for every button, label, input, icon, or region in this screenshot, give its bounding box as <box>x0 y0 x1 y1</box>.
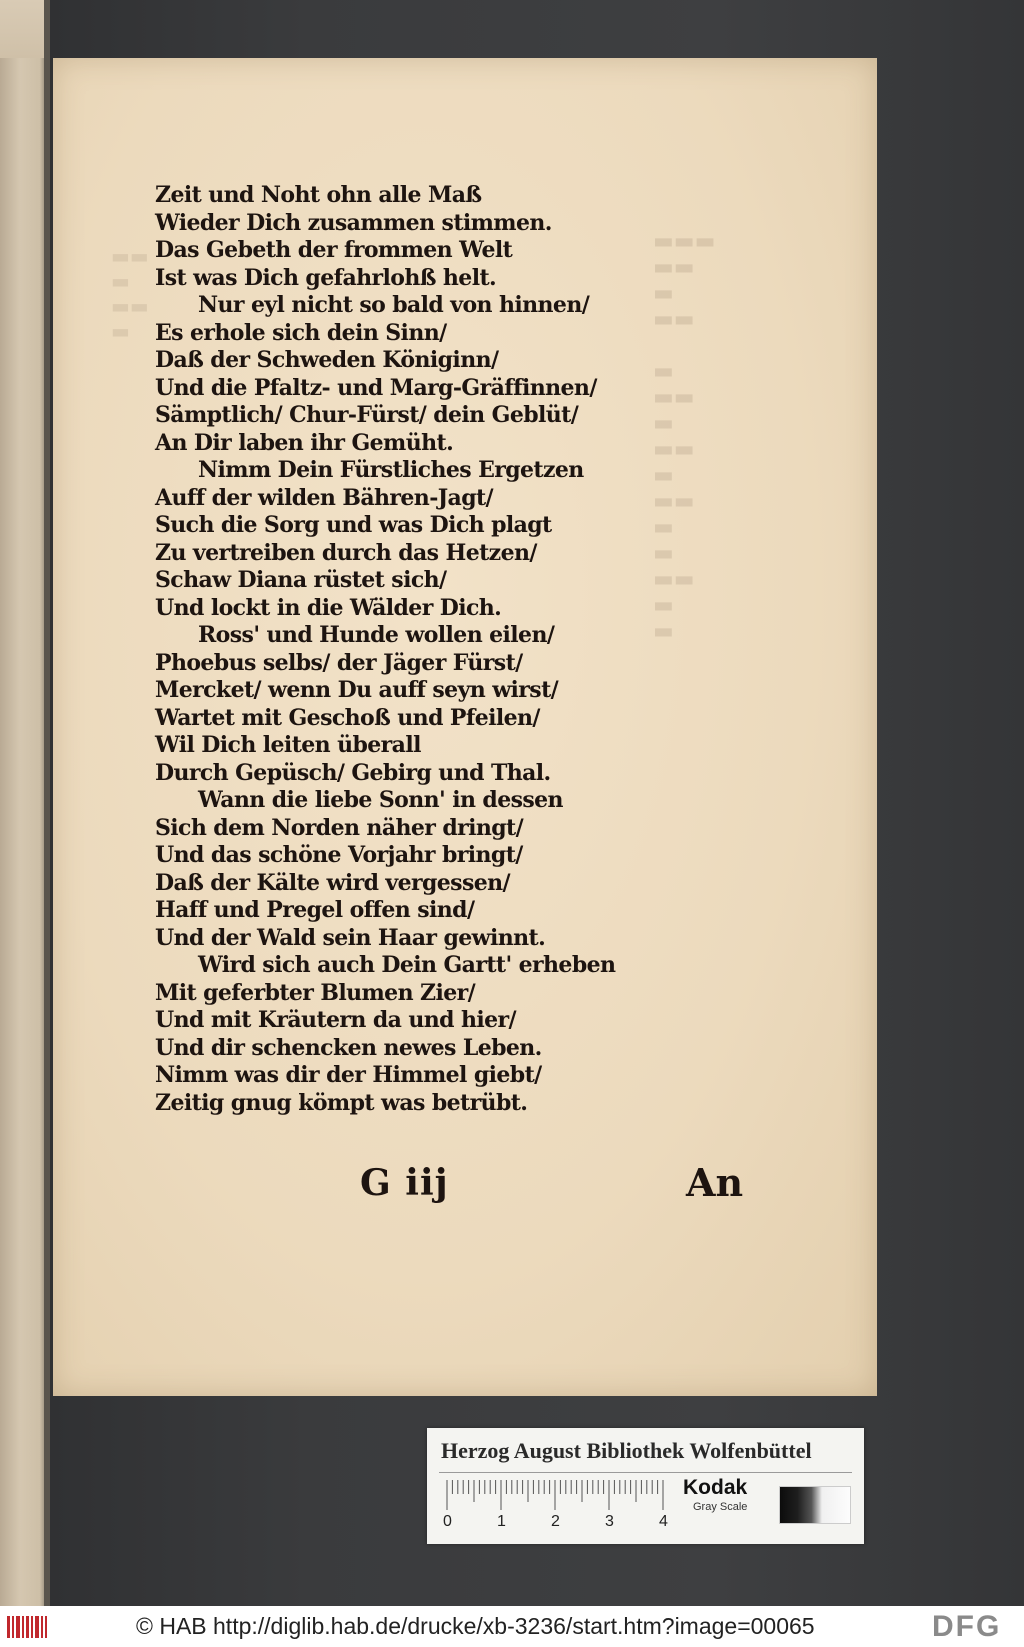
poem-line: Daß der Schweden Königinn/ <box>155 347 499 373</box>
library-name: Herzog August Bibliothek Wolfenbüttel <box>441 1438 812 1463</box>
poem-line: Phoebus selbs/ der Jäger Fürst/ <box>155 649 523 676</box>
poem-line: Zeitig gnug kömpt was betrübt. <box>155 1089 528 1116</box>
dfg-logo: DFG <box>932 1610 1002 1643</box>
page-signature: G iij <box>360 1162 449 1204</box>
poem-line: Wieder Dich zusammen stimmen. <box>155 209 552 236</box>
hab-barcode-icon <box>6 1614 48 1640</box>
gray-scale-swatch <box>779 1486 851 1524</box>
poem-line: Und das schöne Vorjahr bringt/ <box>155 842 523 868</box>
poem-line: Haff und Pregel offen sind/ <box>155 897 475 923</box>
poem-line: Das Gebeth der frommen Welt <box>155 237 513 263</box>
catchword: An <box>686 1160 744 1205</box>
poem-line: Durch Gepüsch/ Gebirg und Thal. <box>155 759 551 786</box>
ruler-number: 0 <box>443 1513 452 1530</box>
poem-line: Auff der wilden Bähren-Jagt/ <box>155 484 493 511</box>
ruler-number: 3 <box>605 1513 614 1530</box>
poem-line: Und dir schencken newes Leben. <box>155 1034 542 1061</box>
poem-line: An Dir laben ihr Gemüht. <box>155 429 454 456</box>
poem-line: Daß der Kälte wird vergessen/ <box>155 869 510 896</box>
scale-ruler <box>441 1478 673 1530</box>
footer-bar <box>0 1606 1024 1647</box>
poem-line: Ist was Dich gefahrlohß helt. <box>155 264 497 291</box>
bleed-through-right: ▬▬▬ ▬▬ ▬ ▬▬ ▬ ▬▬ ▬ ▬▬ ▬ ▬▬ ▬ ▬ ▬▬ ▬ ▬ <box>653 228 716 644</box>
color-calibration-card <box>427 1428 864 1544</box>
ruler-number: 4 <box>659 1513 668 1530</box>
poem-line: Wartet mit Geschoß und Pfeilen/ <box>155 704 540 731</box>
kodak-logo: Kodak <box>683 1476 748 1499</box>
poem-line: Und lockt in die Wälder Dich. <box>155 594 502 621</box>
poem-line: Es erhole sich dein Sinn/ <box>155 319 447 346</box>
bleed-through-left: ▬▬ ▬ ▬▬ ▬ <box>111 244 149 343</box>
card-divider <box>439 1472 852 1473</box>
adjacent-page-edge <box>0 0 50 1606</box>
poem-line: Zeit und Noht ohn alle Maß <box>155 182 482 208</box>
poem-line: Mit geferbter Blumen Zier/ <box>155 979 476 1006</box>
poem-text <box>155 182 675 1117</box>
poem-line: Nimm was dir der Himmel giebt/ <box>155 1062 542 1088</box>
poem-line: Ross' und Hunde wollen eilen/ <box>198 622 555 648</box>
poem-line: Mercket/ wenn Du auff seyn wirst/ <box>155 677 559 703</box>
poem-line: Sich dem Norden näher dringt/ <box>155 814 524 841</box>
poem-line: Wil Dich leiten überall <box>155 732 421 758</box>
poem-line: Und der Wald sein Haar gewinnt. <box>155 924 546 951</box>
poem-line: Nur eyl nicht so bald von hinnen/ <box>198 292 590 318</box>
poem-line: Wird sich auch Dein Gartt' erheben <box>198 952 616 978</box>
gray-scale-label: Gray Scale <box>693 1501 748 1513</box>
ruler-number: 1 <box>497 1513 506 1530</box>
poem-line: Zu vertreiben durch das Hetzen/ <box>155 539 537 566</box>
poem-line: Und mit Kräutern da und hier/ <box>155 1007 516 1033</box>
ruler-number: 2 <box>551 1513 560 1530</box>
poem-line: Such die Sorg und was Dich plagt <box>155 512 552 538</box>
poem-line: Schaw Diana rüstet sich/ <box>155 567 447 593</box>
poem-line: Wann die liebe Sonn' in dessen <box>198 787 563 813</box>
poem-line: Nimm Dein Fürstliches Ergetzen <box>198 457 584 483</box>
poem-line: Sämptlich/ Chur-Fürst/ dein Geblüt/ <box>155 402 579 428</box>
poem-line: Und die Pfaltz- und Marg-Gräffinnen/ <box>155 374 597 401</box>
footer-credit-link[interactable]: © HAB http://diglib.hab.de/drucke/xb-3236/start.htm?image=00065 <box>136 1613 815 1639</box>
